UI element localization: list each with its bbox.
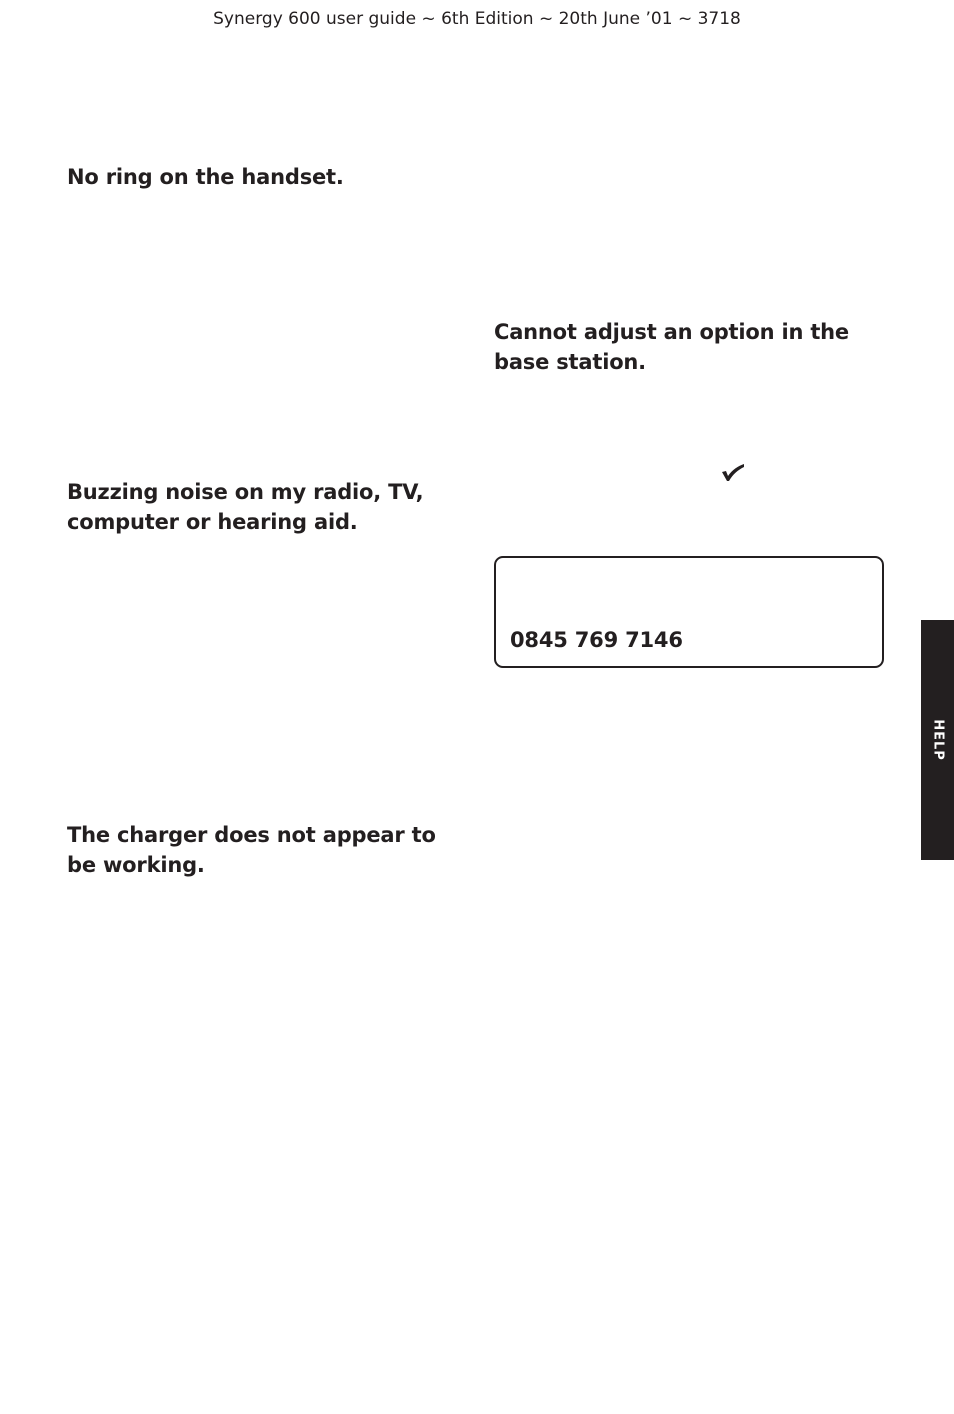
helpline-box <box>494 556 884 668</box>
helpline-number: 0845 769 7146 <box>510 628 683 652</box>
page-header: Synergy 600 user guide ~ 6th Edition ~ 20th June ’01 ~ 3718 <box>213 9 741 29</box>
help-tab-label: HELP <box>930 719 945 761</box>
help-section-tab <box>921 620 954 860</box>
tick-icon <box>720 462 746 484</box>
heading-buzzing-noise: Buzzing noise on my radio, TV, computer or hearing aid. <box>67 480 424 534</box>
heading-cannot-adjust: Cannot adjust an option in the base station. <box>494 320 849 374</box>
heading-no-ring: No ring on the handset. <box>67 165 344 189</box>
heading-charger-not-working: The charger does not appear to be working. <box>67 823 436 877</box>
